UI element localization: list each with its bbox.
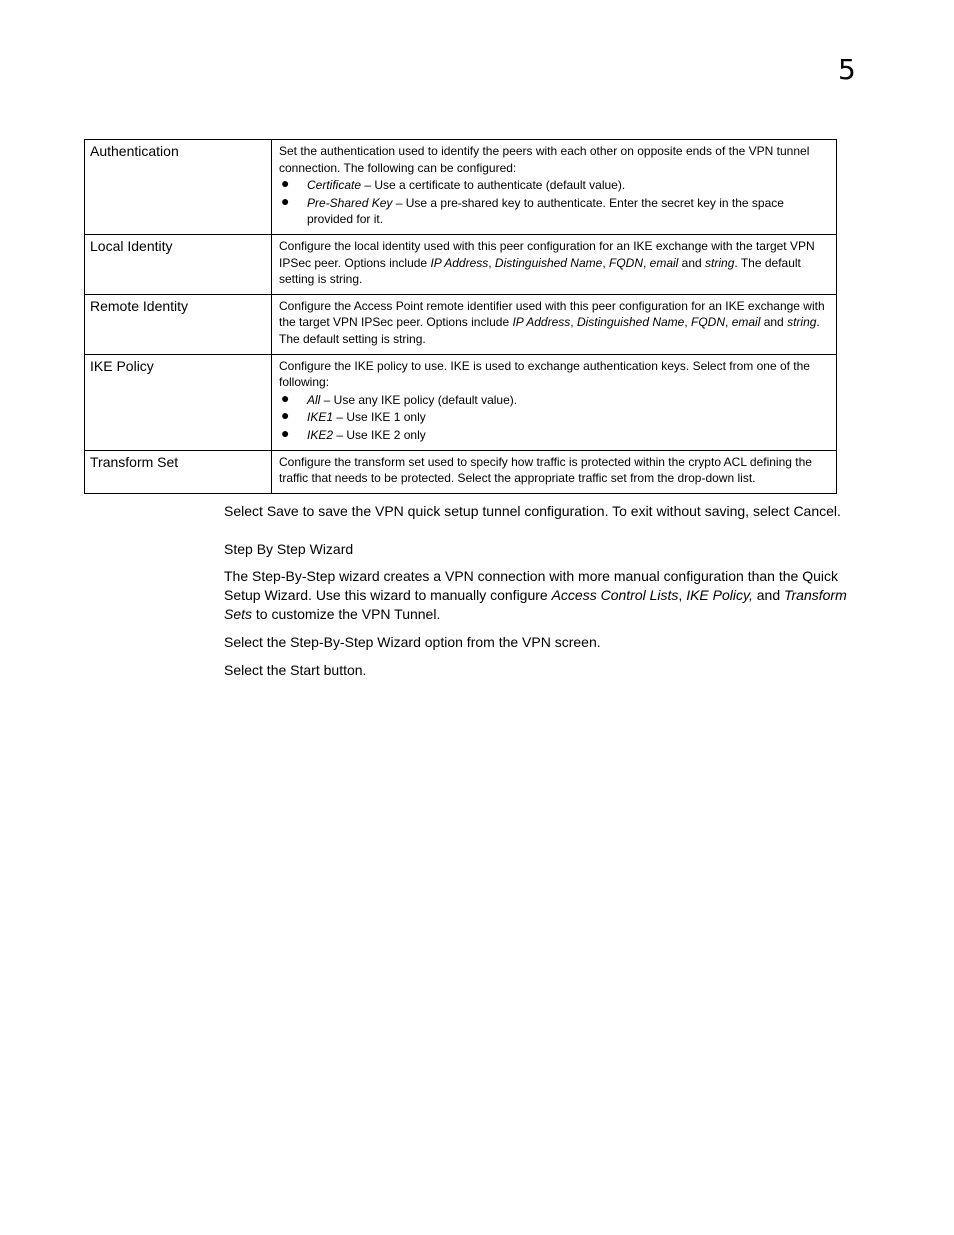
text-run: Select [224, 503, 267, 519]
desc-text: Configure the local identity used with this peer configuration for an IKE exchange with the target VPN IPSec peer. Options include [279, 238, 815, 270]
desc-sep: , [684, 315, 692, 330]
desc-sep: , [488, 255, 495, 270]
list-item [279, 177, 830, 194]
option-text: – Use a pre-shared key to authenticate. Enter the secret key in the space provided for it. [307, 195, 784, 227]
option-term: IKE1 [307, 410, 334, 425]
text-run: , [678, 587, 687, 603]
text-run: to save the VPN quick setup tunnel configuration. To exit without saving, select [298, 503, 794, 519]
option-term: Pre-Shared Key [307, 195, 393, 210]
option-text: – Use IKE 1 only [333, 410, 426, 425]
text-run: to customize the VPN Tunnel. [252, 606, 441, 622]
desc-term: IP Address [430, 255, 489, 270]
list-item [279, 409, 830, 426]
desc-term: string [787, 315, 817, 330]
desc-text: Configure the Access Point remote identifier used with this peer configuration for an IKE exchange with the target VPN IPSec peer. Options include [279, 298, 825, 330]
bullet-icon: ● [281, 175, 290, 192]
option-term: IKE2 [307, 427, 334, 442]
param-name: Local Identity [85, 234, 272, 294]
param-description: Configure the transform set used to specify how traffic is protected within the crypto ACL defining the traffic that needs to be protected. Select the appropriate traffic set from the drop-down list. [272, 450, 837, 493]
wizard-ref: Step-By-Step Wizard [290, 634, 421, 650]
wizard-description [224, 567, 874, 624]
text-run: Select the [224, 634, 291, 650]
desc-term: email [731, 315, 761, 330]
desc-text: . The default setting is string. [279, 315, 820, 346]
bullet-icon: ● [281, 407, 290, 424]
desc-sep: , [725, 315, 732, 330]
start-instruction [224, 661, 874, 680]
desc-term: FQDN [691, 315, 726, 330]
text-run: The Step-By-Step wizard creates a VPN connection with more manual configuration than the Quick Setup Wizard. Use this wizard to manually configure [224, 568, 838, 603]
param-desc-text: Set the authentication used to identify the peers with each other on opposite ends of the VPN tunnel connection. The following can be configured: [279, 144, 810, 175]
start-ref: Start [290, 662, 320, 678]
desc-term: FQDN [608, 255, 643, 270]
param-description [272, 234, 837, 294]
text-run: and [752, 587, 784, 603]
param-name: Transform Set [85, 450, 272, 493]
option-term: Certificate [307, 178, 362, 193]
param-name: IKE Policy [85, 354, 272, 450]
emphasis: Access Control Lists [551, 587, 679, 603]
param-description [272, 354, 837, 450]
text-run: button. [319, 662, 367, 678]
list-item [279, 424, 830, 444]
desc-sep: and [760, 315, 788, 330]
emphasis: Transform Sets [224, 587, 847, 622]
desc-term: Distinguished Name [576, 315, 685, 330]
list-item [279, 192, 830, 228]
param-name: Authentication [85, 140, 272, 235]
save-instruction [224, 502, 874, 521]
table-row [85, 140, 837, 235]
cancel-ref: Cancel [793, 503, 838, 519]
select-wizard-instruction [224, 633, 874, 652]
save-ref: Save [266, 503, 299, 519]
list-item [279, 389, 830, 409]
desc-term: IP Address [512, 315, 571, 330]
param-description [272, 140, 837, 235]
option-text: – Use IKE 2 only [333, 427, 426, 442]
section-heading: Step By Step Wizard [224, 541, 354, 557]
bullet-icon: ● [281, 424, 290, 441]
option-text: – Use any IKE policy (default value). [320, 392, 518, 407]
table-row [85, 450, 837, 493]
option-list [279, 177, 830, 228]
bullet-icon: ● [281, 192, 290, 209]
desc-term: Distinguished Name [494, 255, 603, 270]
text-run: Select the [224, 662, 291, 678]
bullet-icon: ● [281, 389, 290, 406]
table-row [85, 354, 837, 450]
parameter-table [84, 139, 837, 494]
option-list [279, 389, 830, 444]
param-desc-text: Configure the IKE policy to use. IKE is used to exchange authentication keys. Select from one of the following: [279, 358, 810, 390]
text-run: option from the VPN screen. [420, 634, 601, 650]
desc-sep: and [678, 255, 706, 270]
desc-sep: , [642, 255, 650, 270]
desc-sep: , [570, 315, 577, 330]
table-row [85, 234, 837, 294]
param-description [272, 294, 837, 354]
desc-term: email [649, 255, 679, 270]
option-term: All [307, 392, 321, 407]
emphasis: IKE Policy, [686, 587, 753, 603]
chapter-number: 5 [838, 53, 856, 86]
table-row [85, 294, 837, 354]
desc-term: string [705, 255, 735, 270]
desc-text: . The default setting is string. [279, 255, 801, 287]
option-text: – Use a certificate to authenticate (default value). [361, 178, 626, 193]
text-run: . [837, 503, 841, 519]
desc-sep: , [602, 255, 609, 270]
param-name: Remote Identity [85, 294, 272, 354]
